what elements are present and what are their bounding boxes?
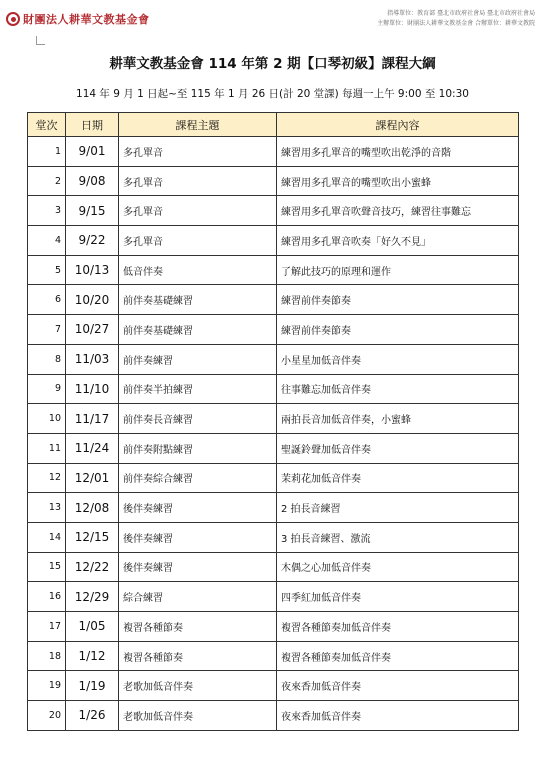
session-date: 1/05: [66, 612, 119, 642]
session-topic: 前伴奏基礎練習: [119, 315, 277, 345]
session-number: 4: [28, 226, 66, 256]
session-date: 11/17: [66, 404, 119, 434]
session-topic: 複習各種節奏: [119, 612, 277, 642]
table-row: [28, 196, 519, 226]
margin-corner-mark: [36, 36, 45, 45]
session-number: 1: [28, 137, 66, 167]
header-topic: 課程主題: [119, 113, 277, 137]
session-topic: 前伴奏綜合練習: [119, 463, 277, 493]
table-row: [28, 285, 519, 315]
session-content: 聖誕鈴聲加低音伴奏: [277, 433, 519, 463]
session-topic: 前伴奏長音練習: [119, 404, 277, 434]
session-content: 複習各種節奏加低音伴奏: [277, 641, 519, 671]
session-content: 3 拍長音練習、激流: [277, 522, 519, 552]
session-date: 9/01: [66, 137, 119, 167]
session-number: 12: [28, 463, 66, 493]
session-number: 18: [28, 641, 66, 671]
session-content: 練習前伴奏節奏: [277, 315, 519, 345]
session-date: 1/12: [66, 641, 119, 671]
session-date: 12/22: [66, 552, 119, 582]
table-row: [28, 612, 519, 642]
table-row: [28, 641, 519, 671]
session-date: 12/29: [66, 582, 119, 612]
session-date: 12/08: [66, 493, 119, 523]
session-date: 9/08: [66, 166, 119, 196]
session-content: 兩拍長音加低音伴奏，小蜜蜂: [277, 404, 519, 434]
session-number: 11: [28, 433, 66, 463]
session-topic: 低音伴奏: [119, 255, 277, 285]
session-number: 10: [28, 404, 66, 434]
session-number: 13: [28, 493, 66, 523]
page-title: 耕華文教基金會 114 年第 2 期【口琴初級】課程大綱: [109, 56, 436, 72]
course-table: [27, 112, 519, 731]
session-topic: 前伴奏基礎練習: [119, 285, 277, 315]
table-row: [28, 522, 519, 552]
session-content: 了解此技巧的原理和運作: [277, 255, 519, 285]
table-row: [28, 463, 519, 493]
table-header-row: [28, 113, 519, 137]
session-topic: 前伴奏練習: [119, 344, 277, 374]
session-content: 練習用多孔單音的嘴型吹出小蜜蜂: [277, 166, 519, 196]
logo-icon: [6, 12, 20, 26]
session-topic: 前伴奏附點練習: [119, 433, 277, 463]
table-row: [28, 493, 519, 523]
table-row: [28, 315, 519, 345]
table-row: [28, 344, 519, 374]
session-number: 3: [28, 196, 66, 226]
session-topic: 多孔單音: [119, 137, 277, 167]
session-number: 19: [28, 671, 66, 701]
session-date: 10/27: [66, 315, 119, 345]
session-date: 9/15: [66, 196, 119, 226]
session-topic: 後伴奏練習: [119, 493, 277, 523]
session-content: 複習各種節奏加低音伴奏: [277, 612, 519, 642]
table-row: [28, 137, 519, 167]
session-topic: 複習各種節奏: [119, 641, 277, 671]
session-content: 夜來香加低音伴奏: [277, 671, 519, 701]
session-number: 8: [28, 344, 66, 374]
session-date: 12/15: [66, 522, 119, 552]
sponsor-line-2: 主辦單位：財團法人耕華文教基金會 合辦單位：耕華文教院: [377, 20, 535, 27]
table-row: [28, 255, 519, 285]
session-content: 小星星加低音伴奏: [277, 344, 519, 374]
session-content: 四季紅加低音伴奏: [277, 582, 519, 612]
session-number: 15: [28, 552, 66, 582]
session-content: 2 拍長音練習: [277, 493, 519, 523]
org-name: 財團法人耕華文教基金會: [23, 13, 150, 26]
table-row: [28, 701, 519, 731]
session-number: 7: [28, 315, 66, 345]
table-row: [28, 671, 519, 701]
session-topic: 多孔單音: [119, 166, 277, 196]
session-content: 夜來香加低音伴奏: [277, 701, 519, 731]
session-number: 16: [28, 582, 66, 612]
session-date: 11/03: [66, 344, 119, 374]
page-subtitle: 114 年 9 月 1 日起~至 115 年 1 月 26 日(計 20 堂課) 每週一上午 9:00 至 10:30: [76, 88, 469, 100]
session-number: 9: [28, 374, 66, 404]
sponsor-line-1: 指導單位：教育部 臺北市政府社會局 臺北市政府社會局: [387, 10, 535, 17]
session-content: 木偶之心加低音伴奏: [277, 552, 519, 582]
table-row: [28, 582, 519, 612]
session-date: 10/20: [66, 285, 119, 315]
sponsor-info: [377, 9, 535, 29]
session-content: 練習前伴奏節奏: [277, 285, 519, 315]
session-topic: 後伴奏練習: [119, 552, 277, 582]
session-topic: 多孔單音: [119, 196, 277, 226]
session-date: 11/24: [66, 433, 119, 463]
session-date: 1/26: [66, 701, 119, 731]
table-row: [28, 226, 519, 256]
session-topic: 多孔單音: [119, 226, 277, 256]
session-number: 17: [28, 612, 66, 642]
table-row: [28, 433, 519, 463]
table-row: [28, 404, 519, 434]
session-topic: 綜合練習: [119, 582, 277, 612]
session-content: 練習用多孔單音的嘴型吹出乾淨的音階: [277, 137, 519, 167]
session-date: 1/19: [66, 671, 119, 701]
session-number: 14: [28, 522, 66, 552]
session-topic: 前伴奏半拍練習: [119, 374, 277, 404]
session-topic: 後伴奏練習: [119, 522, 277, 552]
org-logo: [6, 11, 150, 27]
table-row: [28, 166, 519, 196]
session-number: 5: [28, 255, 66, 285]
session-content: 往事難忘加低音伴奏: [277, 374, 519, 404]
session-date: 11/10: [66, 374, 119, 404]
session-date: 10/13: [66, 255, 119, 285]
header-date: 日期: [66, 113, 119, 137]
session-date: 9/22: [66, 226, 119, 256]
session-content: 茉莉花加低音伴奏: [277, 463, 519, 493]
session-date: 12/01: [66, 463, 119, 493]
header-content: 課程內容: [277, 113, 519, 137]
table-row: [28, 374, 519, 404]
session-content: 練習用多孔單音吹聲音技巧，練習往事難忘: [277, 196, 519, 226]
session-content: 練習用多孔單音吹奏「好久不見」: [277, 226, 519, 256]
session-number: 20: [28, 701, 66, 731]
table-row: [28, 552, 519, 582]
session-number: 2: [28, 166, 66, 196]
session-topic: 老歌加低音伴奏: [119, 701, 277, 731]
session-number: 6: [28, 285, 66, 315]
session-topic: 老歌加低音伴奏: [119, 671, 277, 701]
header-session: 堂次: [28, 113, 66, 137]
